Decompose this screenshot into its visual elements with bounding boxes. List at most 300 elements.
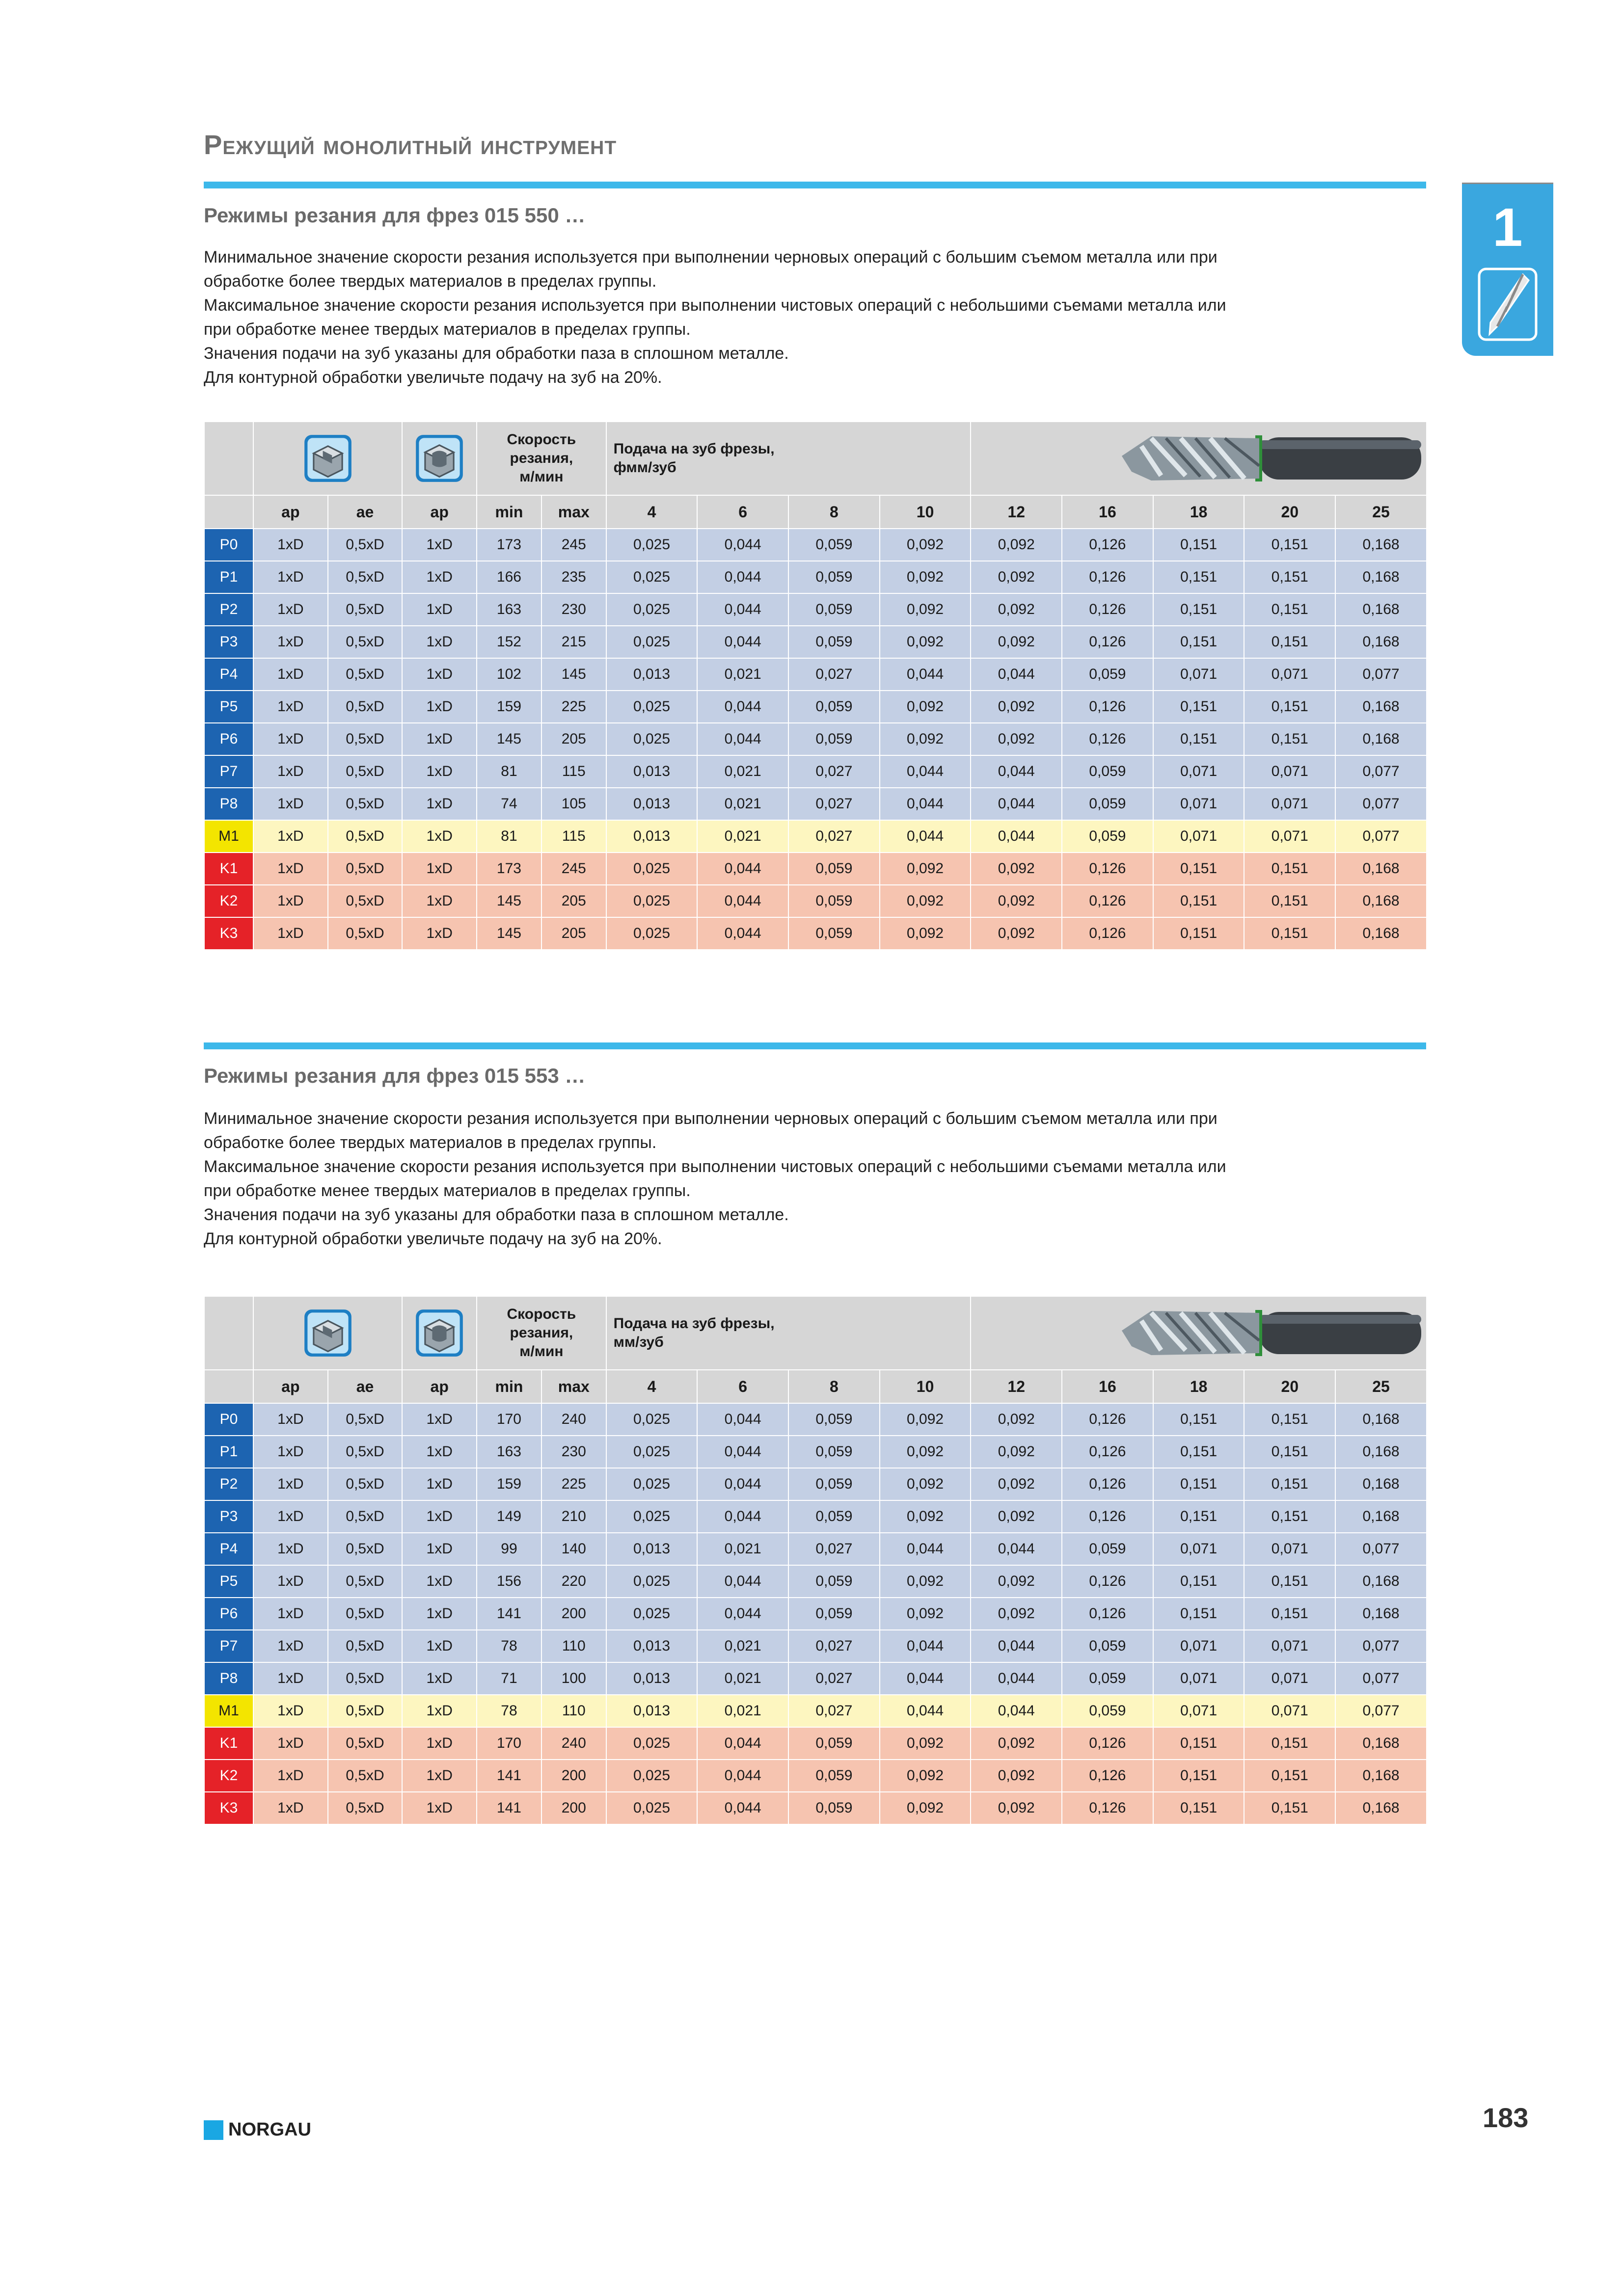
table-cell: 0,059 [788,561,880,593]
column-header: 18 [1153,1370,1244,1403]
column-header: 25 [1335,495,1427,529]
column-header: 16 [1062,1370,1153,1403]
column-header: 12 [971,1370,1062,1403]
table-cell: 0,025 [606,1565,698,1598]
table-cell: 0,059 [788,1598,880,1630]
table-cell: 1xD [253,1792,328,1824]
description-line: Максимальное значение скорости резания используется при выполнении чистовых операций с небольшими съемами металла или [204,1157,1226,1176]
column-header: 8 [788,1370,880,1403]
table-cell: 1xD [253,1403,328,1436]
table-cell: 1xD [253,1630,328,1662]
table-cell: 0,059 [1062,1533,1153,1565]
table-cell: 0,044 [697,1760,788,1792]
table-cell: 0,025 [606,626,698,658]
table-row [204,1500,1427,1533]
table-cell: 1xD [402,1533,477,1565]
table-cell: 1xD [253,1760,328,1792]
feed-header-line: Подача на зуб фрезы, [613,1315,775,1332]
table-cell: 0,5xD [328,593,403,626]
table-cell: 0,071 [1153,658,1244,691]
table-row [204,820,1427,853]
table-cell: 0,044 [880,1630,971,1662]
end-mill-tool-icon [1112,1301,1426,1365]
header-blank [204,422,253,495]
table-row [204,1792,1427,1824]
material-group-code: K1 [204,853,253,885]
table-cell: 0,044 [880,1662,971,1695]
table-cell: 0,059 [1062,1630,1153,1662]
table-cell: 159 [477,691,541,723]
table-cell: 1xD [402,885,477,917]
table-cell: 0,5xD [328,1468,403,1500]
table-cell: 0,168 [1335,917,1427,950]
table-cell: 78 [477,1630,541,1662]
section-1-title: Режимы резания для фрез 015 550 … [204,204,586,227]
material-group-code: P0 [204,1403,253,1436]
table-cell: 0,151 [1244,529,1335,561]
table-cell: 71 [477,1662,541,1695]
table-cell: 0,021 [697,755,788,788]
table-cell: 0,5xD [328,1436,403,1468]
table-cell: 230 [541,1436,606,1468]
table-cell: 1xD [253,1436,328,1468]
table-cell: 0,151 [1153,1792,1244,1824]
column-header: 12 [971,495,1062,529]
page-number: 183 [1483,2102,1529,2133]
brand-name: NORGAU [228,2119,311,2140]
table-cell: 0,092 [880,1500,971,1533]
table-cell: 0,027 [788,658,880,691]
table-cell: 0,5xD [328,691,403,723]
table-cell: 0,013 [606,788,698,820]
table-row [204,1403,1427,1436]
table-cell: 1xD [253,626,328,658]
material-group-code: P1 [204,561,253,593]
table-cell: 240 [541,1727,606,1760]
table-cell: 156 [477,1565,541,1598]
material-group-code: K2 [204,885,253,917]
table-cell: 145 [477,917,541,950]
section-2-rule [204,1042,1426,1049]
table-cell: 0,5xD [328,658,403,691]
table-cell: 0,027 [788,1533,880,1565]
table-cell: 0,5xD [328,853,403,885]
table-cell: 0,092 [880,691,971,723]
table-cell: 0,151 [1153,691,1244,723]
table-cell: 1xD [402,1792,477,1824]
table-cell: 0,059 [788,885,880,917]
table-cell: 0,092 [971,1468,1062,1500]
table-cell: 0,092 [880,561,971,593]
table-cell: 0,5xD [328,723,403,755]
table-cell: 1xD [253,1727,328,1760]
material-group-code: K1 [204,1727,253,1760]
table-cell: 0,168 [1335,1760,1427,1792]
table-cell: 0,059 [788,626,880,658]
table-cell: 0,021 [697,1695,788,1727]
table-cell: 0,044 [971,1630,1062,1662]
table-cell: 0,044 [971,658,1062,691]
table-cell: 1xD [253,1695,328,1727]
table-cell: 163 [477,593,541,626]
table-cell: 0,151 [1244,691,1335,723]
table-cell: 0,5xD [328,1760,403,1792]
speed-header [477,422,606,495]
table-cell: 0,5xD [328,1727,403,1760]
pocket-op-cell [402,422,477,495]
table-cell: 1xD [402,691,477,723]
table-cell: 0,092 [880,1565,971,1598]
table-cell: 0,059 [1062,658,1153,691]
table-cell: 0,071 [1244,1630,1335,1662]
table-cell: 0,151 [1244,853,1335,885]
table-cell: 0,059 [788,1565,880,1598]
material-group-code: P4 [204,1533,253,1565]
table-cell: 0,071 [1244,1662,1335,1695]
table-cell: 0,044 [697,1565,788,1598]
table-cell: 0,092 [880,1792,971,1824]
table-row [204,853,1427,885]
table-cell: 0,071 [1153,788,1244,820]
table-cell: 0,013 [606,755,698,788]
table-cell: 0,126 [1062,1760,1153,1792]
material-group-code: P7 [204,755,253,788]
table-cell: 0,5xD [328,1533,403,1565]
table-cell: 0,025 [606,1436,698,1468]
column-header: 16 [1062,495,1153,529]
table-cell: 0,025 [606,529,698,561]
table-cell: 245 [541,529,606,561]
table-cell: 149 [477,1500,541,1533]
table-cell: 1xD [402,1403,477,1436]
tool-image-cell [971,422,1426,495]
table-cell: 0,151 [1244,1727,1335,1760]
table-cell: 1xD [402,1565,477,1598]
table-cell: 0,044 [697,917,788,950]
table-cell: 0,044 [697,691,788,723]
table-cell: 0,151 [1153,1598,1244,1630]
table-cell: 0,5xD [328,1500,403,1533]
table-row [204,529,1427,561]
table-row [204,1436,1427,1468]
table-cell: 115 [541,755,606,788]
speed-header-line: м/мин [519,469,564,485]
table-cell: 145 [477,723,541,755]
table-row [204,1468,1427,1500]
table-cell: 0,168 [1335,593,1427,626]
description-line: при обработке менее твердых материалов в пределах группы. [204,320,691,339]
feed-header-line: Подача на зуб фрезы, [613,441,775,457]
table-cell: 0,126 [1062,853,1153,885]
table-cell: 0,5xD [328,529,403,561]
table-cell: 0,059 [1062,788,1153,820]
table-cell: 0,151 [1153,1565,1244,1598]
column-header: max [541,495,606,529]
table-cell: 0,151 [1153,1403,1244,1436]
table-cell: 0,027 [788,1695,880,1727]
table-cell: 0,092 [971,691,1062,723]
table-cell: 1xD [402,1598,477,1630]
cutting-table-015-550 [204,421,1427,950]
table-cell: 1xD [402,1760,477,1792]
table-row [204,691,1427,723]
table-cell: 141 [477,1598,541,1630]
table-cell: 0,044 [697,1500,788,1533]
table-cell: 0,168 [1335,1565,1427,1598]
table-cell: 0,013 [606,1695,698,1727]
table-cell: 0,025 [606,853,698,885]
table-cell: 0,168 [1335,723,1427,755]
table-cell: 1xD [253,853,328,885]
table-cell: 1xD [253,885,328,917]
material-group-code: P8 [204,1662,253,1695]
table-cell: 245 [541,853,606,885]
table-cell: 0,071 [1244,658,1335,691]
column-header: 18 [1153,495,1244,529]
table-cell: 0,044 [697,885,788,917]
pocket-op-cell [402,1296,477,1370]
column-header: 25 [1335,1370,1427,1403]
material-group-code: P6 [204,1598,253,1630]
table-row [204,917,1427,950]
column-header: max [541,1370,606,1403]
table-row [204,1727,1427,1760]
chapter-number: 1 [1492,197,1523,258]
cutting-table-015-553 [204,1296,1427,1825]
feed-header-line: мм/зуб [613,1334,664,1350]
material-group-code: K2 [204,1760,253,1792]
table-cell: 1xD [253,1533,328,1565]
table-cell: 0,092 [971,1792,1062,1824]
table-cell: 0,071 [1153,755,1244,788]
table-cell: 0,027 [788,1662,880,1695]
table-cell: 0,077 [1335,1533,1427,1565]
table-cell: 0,044 [971,1662,1062,1695]
table-cell: 200 [541,1760,606,1792]
description-line: при обработке менее твердых материалов в пределах группы. [204,1181,691,1200]
speed-header-line: резания, [510,1325,573,1341]
table-cell: 1xD [253,1565,328,1598]
table-cell: 0,092 [880,626,971,658]
table-cell: 0,092 [880,1760,971,1792]
speed-header-line: резания, [510,450,573,466]
table-cell: 1xD [402,820,477,853]
table-cell: 141 [477,1760,541,1792]
table-cell: 0,092 [971,1436,1062,1468]
table-cell: 170 [477,1403,541,1436]
table-cell: 0,013 [606,1630,698,1662]
column-header: ap [402,1370,477,1403]
table-cell: 110 [541,1630,606,1662]
table-cell: 141 [477,1792,541,1824]
table-cell: 1xD [253,1598,328,1630]
table-cell: 0,151 [1153,1468,1244,1500]
table-cell: 0,044 [880,755,971,788]
table-cell: 0,151 [1244,1598,1335,1630]
table-row [204,1565,1427,1598]
table-cell: 1xD [402,917,477,950]
table-cell: 0,092 [971,853,1062,885]
table-cell: 0,044 [697,723,788,755]
table-cell: 0,077 [1335,788,1427,820]
table-cell: 0,044 [697,853,788,885]
table-cell: 74 [477,788,541,820]
table-cell: 1xD [402,723,477,755]
slot-op-cell [253,422,402,495]
table-cell: 0,059 [788,529,880,561]
table-cell: 0,126 [1062,691,1153,723]
table-cell: 0,044 [697,593,788,626]
table-cell: 1xD [253,593,328,626]
table-cell: 0,092 [971,885,1062,917]
table-cell: 205 [541,885,606,917]
table-cell: 0,092 [971,1727,1062,1760]
table-cell: 0,071 [1244,788,1335,820]
table-row [204,788,1427,820]
column-header: ap [253,495,328,529]
table-cell: 1xD [402,1468,477,1500]
table-cell: 0,126 [1062,561,1153,593]
table-cell: 0,044 [880,1695,971,1727]
table-cell: 0,044 [971,820,1062,853]
speed-header [477,1296,606,1370]
table-cell: 1xD [402,1727,477,1760]
table-cell: 0,059 [1062,820,1153,853]
table-cell: 0,151 [1153,529,1244,561]
table-cell: 0,151 [1244,1500,1335,1533]
table-cell: 0,077 [1335,1695,1427,1727]
table-cell: 0,5xD [328,561,403,593]
table-cell: 0,151 [1153,1760,1244,1792]
table-cell: 0,071 [1153,1630,1244,1662]
table-cell: 0,027 [788,788,880,820]
table-cell: 0,126 [1062,1792,1153,1824]
material-group-code: K3 [204,917,253,950]
table-cell: 0,059 [788,1792,880,1824]
column-header: 4 [606,495,698,529]
description-line: Для контурной обработки увеличьте подачу на зуб на 20%. [204,368,662,387]
table-cell: 0,092 [971,1760,1062,1792]
table-cell: 0,071 [1244,755,1335,788]
table-cell: 205 [541,723,606,755]
table-row [204,1662,1427,1695]
table-cell: 0,059 [788,723,880,755]
table-cell: 0,151 [1244,561,1335,593]
table-cell: 152 [477,626,541,658]
table-cell: 0,092 [971,1500,1062,1533]
table-cell: 1xD [253,691,328,723]
table-cell: 102 [477,658,541,691]
material-group-code: P5 [204,1565,253,1598]
table-cell: 81 [477,820,541,853]
table-cell: 0,151 [1244,626,1335,658]
table-cell: 0,092 [971,561,1062,593]
table-cell: 0,092 [880,885,971,917]
table-cell: 0,168 [1335,1468,1427,1500]
table-cell: 0,044 [971,788,1062,820]
table-cell: 0,071 [1153,1533,1244,1565]
column-header-blank [204,495,253,529]
table-cell: 0,092 [971,1598,1062,1630]
table-cell: 0,151 [1244,1403,1335,1436]
table-cell: 0,044 [971,1533,1062,1565]
column-header: ae [328,495,403,529]
table-cell: 0,5xD [328,917,403,950]
table-cell: 0,025 [606,561,698,593]
table-cell: 0,151 [1153,1500,1244,1533]
material-group-code: K3 [204,1792,253,1824]
material-group-code: M1 [204,820,253,853]
table-cell: 0,092 [971,626,1062,658]
table-cell: 0,071 [1153,1695,1244,1727]
column-header: ae [328,1370,403,1403]
tool-image-cell [971,1296,1426,1370]
table-row [204,593,1427,626]
column-header: 8 [788,495,880,529]
table-cell: 0,092 [880,1727,971,1760]
table-cell: 0,092 [880,1598,971,1630]
description-line: Значения подачи на зуб указаны для обработки паза в сплошном металле. [204,1205,789,1224]
table-cell: 0,126 [1062,1500,1153,1533]
table-cell: 145 [477,885,541,917]
material-group-code: P7 [204,1630,253,1662]
table-cell: 0,077 [1335,820,1427,853]
table-cell: 1xD [402,529,477,561]
table-cell: 0,5xD [328,820,403,853]
table-cell: 0,092 [880,723,971,755]
table-cell: 0,021 [697,658,788,691]
table-cell: 1xD [253,1662,328,1695]
table-cell: 1xD [402,1500,477,1533]
table-cell: 163 [477,1436,541,1468]
table-cell: 1xD [402,1630,477,1662]
speed-header-line: Скорость [507,431,576,448]
table-cell: 0,092 [971,917,1062,950]
table-cell: 0,168 [1335,885,1427,917]
table-cell: 0,092 [971,1403,1062,1436]
table-cell: 1xD [402,626,477,658]
table-cell: 240 [541,1403,606,1436]
table-cell: 0,027 [788,1630,880,1662]
table-cell: 0,092 [880,593,971,626]
table-cell: 0,151 [1153,561,1244,593]
table-cell: 100 [541,1662,606,1695]
table-cell: 0,5xD [328,1598,403,1630]
table-cell: 0,044 [880,788,971,820]
page-title: Режущий монолитный инструмент [204,129,617,160]
table-cell: 200 [541,1792,606,1824]
table-cell: 0,151 [1244,1468,1335,1500]
table-cell: 1xD [253,1468,328,1500]
table-cell: 115 [541,820,606,853]
table-cell: 0,025 [606,691,698,723]
table-cell: 0,126 [1062,1565,1153,1598]
table-cell: 220 [541,1565,606,1598]
table-cell: 0,021 [697,1630,788,1662]
table-cell: 1xD [253,820,328,853]
table-cell: 0,025 [606,917,698,950]
table-cell: 0,151 [1153,626,1244,658]
column-header: 20 [1244,495,1335,529]
table-cell: 0,077 [1335,1630,1427,1662]
table-cell: 0,021 [697,820,788,853]
table-cell: 0,5xD [328,626,403,658]
table-cell: 0,151 [1244,593,1335,626]
table-cell: 205 [541,917,606,950]
table-cell: 0,059 [1062,1695,1153,1727]
table-cell: 1xD [402,755,477,788]
table-cell: 1xD [402,593,477,626]
